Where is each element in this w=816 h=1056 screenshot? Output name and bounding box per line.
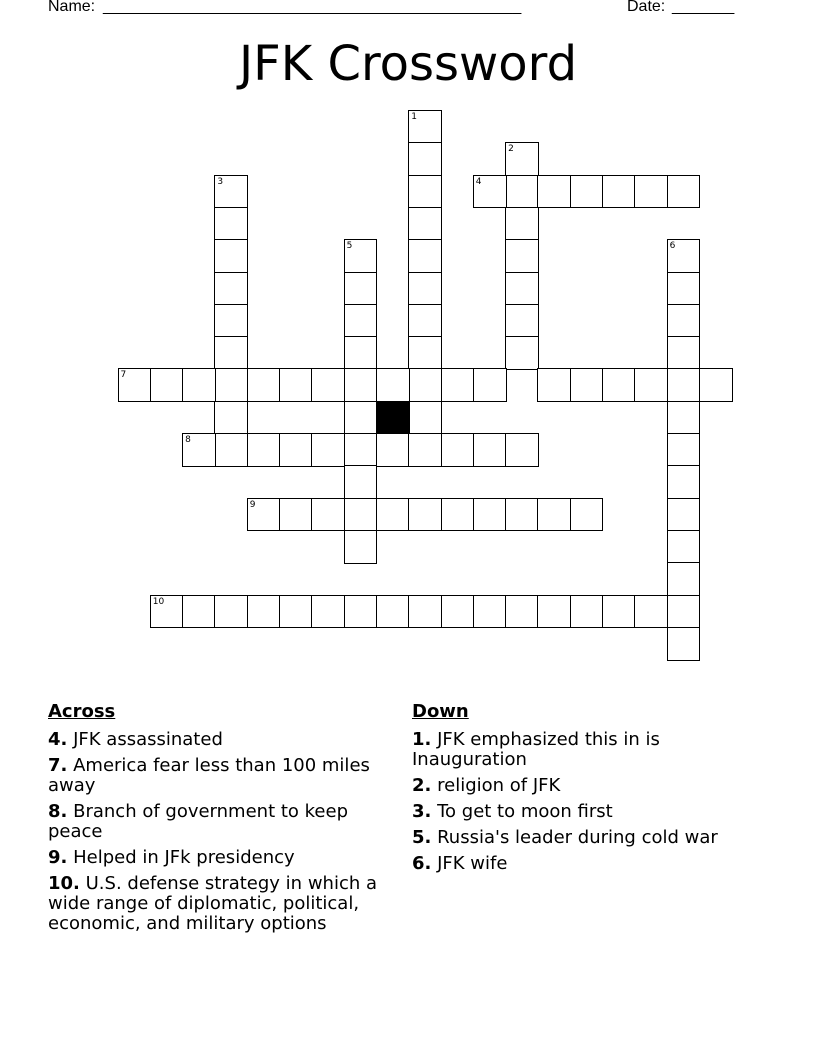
grid-cell[interactable]	[408, 207, 442, 241]
clue-number-label: 4	[475, 176, 482, 187]
grid-cell[interactable]	[279, 433, 313, 467]
grid-cell[interactable]	[473, 433, 507, 467]
grid-cell[interactable]	[505, 336, 539, 370]
grid-cell[interactable]	[344, 595, 378, 629]
grid-cell[interactable]	[408, 401, 442, 435]
grid-cell[interactable]	[344, 368, 378, 402]
date-label: Date:	[627, 0, 666, 15]
grid-cell[interactable]	[311, 498, 345, 532]
grid-cell[interactable]	[214, 336, 248, 370]
grid-cell[interactable]	[634, 595, 668, 629]
grid-cell[interactable]	[214, 401, 248, 435]
grid-cell[interactable]	[602, 595, 636, 629]
grid-cell[interactable]	[344, 530, 378, 564]
grid-cell[interactable]	[311, 595, 345, 629]
grid-cell[interactable]	[182, 433, 216, 467]
clue-number: 7.	[48, 755, 68, 776]
grid-cell[interactable]	[537, 368, 571, 402]
grid-cell[interactable]	[344, 433, 378, 467]
grid-cell[interactable]	[667, 530, 701, 564]
grid-cell[interactable]	[247, 595, 281, 629]
grid-cell[interactable]	[311, 368, 345, 402]
grid-cell[interactable]	[247, 498, 281, 532]
grid-cell[interactable]	[279, 595, 313, 629]
grid-cell[interactable]	[473, 368, 507, 402]
clue-text: To get to moon first	[437, 801, 613, 822]
grid-cell[interactable]	[311, 433, 345, 467]
grid-cell[interactable]	[570, 368, 604, 402]
clue-text: U.S. defense strategy in which a wide range of diplomatic, political, economic, and military options	[48, 873, 377, 934]
grid-cell[interactable]	[537, 595, 571, 629]
clue-down-6	[412, 854, 752, 874]
grid-cell[interactable]	[441, 595, 475, 629]
clue-number: 6.	[412, 853, 432, 874]
grid-cell[interactable]	[667, 239, 701, 273]
clue-number: 10.	[48, 873, 80, 894]
grid-cell[interactable]	[344, 304, 378, 338]
black-cell	[376, 401, 410, 435]
grid-cell[interactable]	[441, 368, 475, 402]
grid-cell[interactable]	[667, 368, 701, 402]
grid-cell[interactable]	[570, 498, 604, 532]
clue-across-7	[48, 756, 398, 796]
grid-cell[interactable]	[214, 175, 248, 209]
grid-cell[interactable]	[505, 175, 539, 209]
clue-across-8	[48, 802, 398, 842]
clue-down-3	[412, 802, 752, 822]
grid-cell[interactable]	[247, 433, 281, 467]
grid-cell[interactable]	[667, 627, 701, 661]
clue-down-1	[412, 730, 752, 770]
grid-cell[interactable]	[214, 304, 248, 338]
grid-cell[interactable]	[214, 595, 248, 629]
clue-number-label: 1	[411, 112, 417, 122]
grid-cell[interactable]	[279, 368, 313, 402]
clue-across-10	[48, 874, 398, 934]
clue-number: 5.	[412, 827, 432, 848]
grid-cell[interactable]	[214, 207, 248, 241]
across-heading: Across	[48, 701, 116, 722]
grid-cell[interactable]	[570, 595, 604, 629]
grid-cell[interactable]	[376, 595, 410, 629]
grid-cell[interactable]	[505, 433, 539, 467]
grid-cell[interactable]	[667, 401, 701, 435]
grid-cell[interactable]	[505, 272, 539, 306]
clue-number-label: 5	[346, 241, 353, 252]
down-heading: Down	[412, 701, 469, 722]
grid-cell[interactable]	[408, 498, 442, 532]
grid-cell[interactable]	[667, 272, 701, 306]
clue-down-2	[412, 776, 752, 796]
grid-cell[interactable]	[247, 368, 281, 402]
grid-cell[interactable]	[537, 498, 571, 532]
grid-cell[interactable]	[505, 304, 539, 338]
clue-number-label: 6	[669, 241, 676, 252]
across-clues	[48, 702, 398, 940]
grid-cell[interactable]	[473, 498, 507, 532]
grid-cell[interactable]	[408, 433, 442, 467]
grid-cell[interactable]	[667, 595, 701, 629]
grid-cell[interactable]	[344, 272, 378, 306]
grid-cell[interactable]	[150, 368, 184, 402]
grid-cell[interactable]	[344, 465, 378, 499]
grid-cell[interactable]	[699, 368, 733, 402]
clue-text: Russia's leader during cold war	[437, 827, 718, 848]
grid-cell[interactable]	[214, 272, 248, 306]
grid-cell[interactable]	[667, 562, 701, 596]
clue-number: 1.	[412, 729, 432, 750]
grid-cell[interactable]	[344, 336, 378, 370]
clue-across-9	[48, 848, 398, 868]
grid-cell[interactable]	[473, 595, 507, 629]
clue-number-label: 8	[185, 435, 191, 445]
clue-number-label: 3	[217, 176, 224, 187]
grid-cell[interactable]	[634, 175, 668, 209]
clue-text: JFK wife	[437, 853, 508, 874]
clue-number: 8.	[48, 801, 68, 822]
grid-cell[interactable]	[344, 239, 378, 273]
grid-cell[interactable]	[602, 175, 636, 209]
clue-text: JFK emphasized this in is Inauguration	[412, 729, 660, 770]
grid-cell[interactable]	[408, 595, 442, 629]
grid-cell[interactable]	[505, 498, 539, 532]
grid-cell[interactable]	[344, 401, 378, 435]
clue-number: 3.	[412, 801, 432, 822]
grid-cell[interactable]	[505, 239, 539, 273]
grid-cell[interactable]	[182, 368, 216, 402]
grid-cell[interactable]	[667, 304, 701, 338]
clue-text: religion of JFK	[437, 775, 561, 796]
grid-cell[interactable]	[376, 433, 410, 467]
grid-cell[interactable]	[376, 368, 410, 402]
grid-cell[interactable]	[214, 433, 248, 467]
clue-number: 9.	[48, 847, 68, 868]
grid-cell[interactable]	[441, 433, 475, 467]
grid-cell[interactable]	[537, 175, 571, 209]
grid-cell[interactable]	[634, 368, 668, 402]
grid-cell[interactable]	[473, 175, 507, 209]
grid-cell[interactable]	[667, 465, 701, 499]
clue-number-label: 7	[120, 370, 127, 381]
date-field[interactable]: _______	[672, 0, 735, 15]
clue-down-5	[412, 828, 752, 848]
grid-cell[interactable]	[505, 142, 539, 176]
grid-cell[interactable]	[279, 498, 313, 532]
grid-cell[interactable]	[182, 595, 216, 629]
clue-across-4	[48, 730, 398, 750]
clue-text: America fear less than 100 miles away	[48, 755, 370, 796]
grid-cell[interactable]	[667, 433, 701, 467]
grid-cell[interactable]	[408, 304, 442, 338]
name-label: Name:	[48, 0, 96, 15]
grid-cell[interactable]	[408, 239, 442, 273]
down-clues	[412, 702, 752, 880]
grid-cell[interactable]	[214, 239, 248, 273]
grid-cell[interactable]	[408, 175, 442, 209]
grid-cell[interactable]	[667, 175, 701, 209]
grid-cell[interactable]	[602, 368, 636, 402]
clue-number-label: 10	[152, 596, 165, 607]
grid-cell[interactable]	[408, 110, 442, 144]
grid-cell[interactable]	[667, 336, 701, 370]
clue-text: JFK assassinated	[73, 729, 223, 750]
clue-text: Branch of government to keep peace	[48, 801, 348, 842]
name-field[interactable]: _______________________________________________	[103, 0, 522, 15]
grid-cell[interactable]	[408, 336, 442, 370]
grid-cell[interactable]	[505, 595, 539, 629]
grid-cell[interactable]	[408, 272, 442, 306]
grid-cell[interactable]	[505, 207, 539, 241]
grid-cell[interactable]	[344, 498, 378, 532]
clue-text: Helped in JFk presidency	[73, 847, 295, 868]
grid-cell[interactable]	[214, 368, 248, 402]
grid-cell[interactable]	[118, 368, 152, 402]
page-title: JFK Crossword	[238, 36, 578, 92]
grid-cell[interactable]	[667, 498, 701, 532]
grid-cell[interactable]	[441, 498, 475, 532]
clue-number-label: 2	[508, 144, 514, 155]
grid-cell[interactable]	[150, 595, 184, 629]
clue-number: 2.	[412, 775, 432, 796]
grid-cell[interactable]	[408, 142, 442, 176]
grid-cell[interactable]	[408, 368, 442, 402]
grid-cell[interactable]	[570, 175, 604, 209]
clue-number: 4.	[48, 729, 68, 750]
clue-number-label: 9	[249, 499, 256, 510]
grid-cell[interactable]	[376, 498, 410, 532]
